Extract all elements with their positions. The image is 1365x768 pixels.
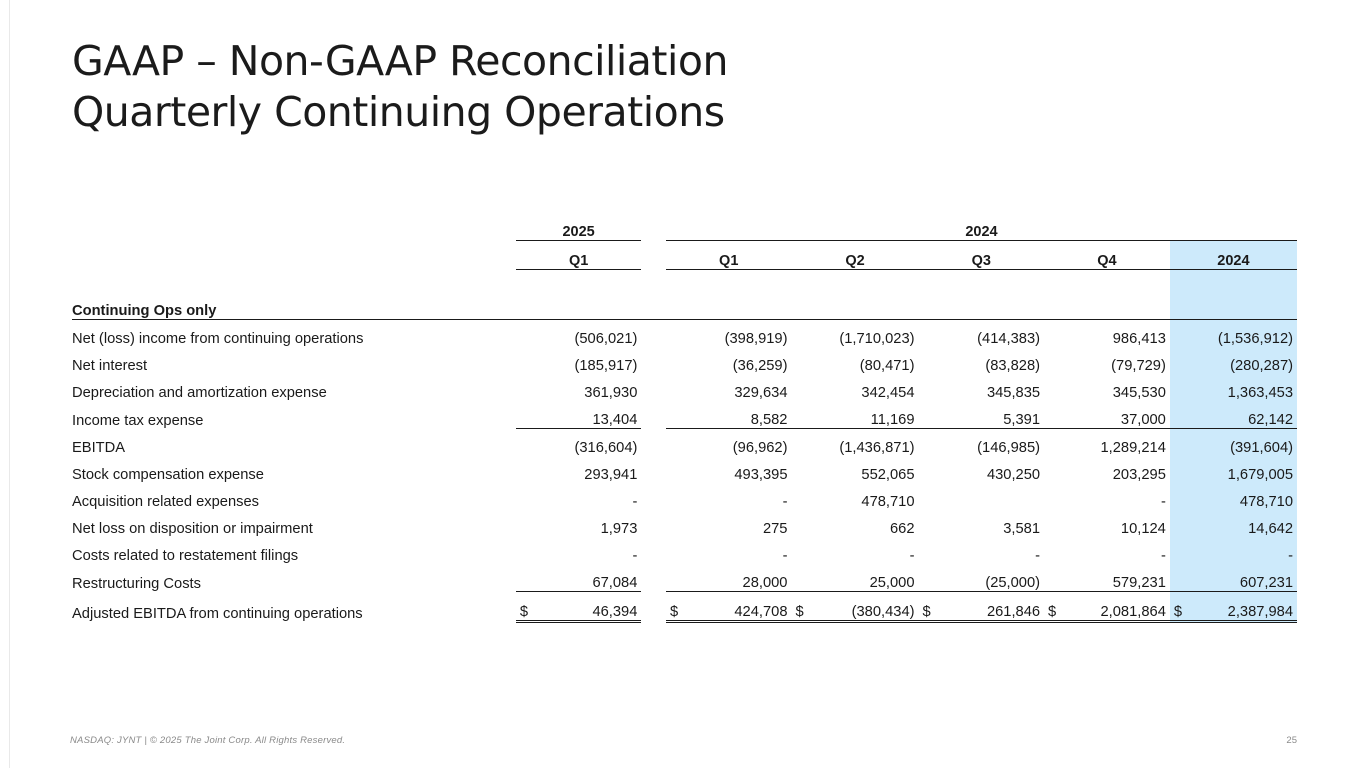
row-currency [516,347,535,374]
row-value-q3-2024: 345,835 [986,385,1041,401]
header-fy-2024: 2024 [1170,241,1297,270]
row-value-q1-2025: 293,941 [584,467,638,483]
row-value-q1-2024: 493,395 [734,467,788,483]
row-gap [641,483,666,510]
row-currency [1170,320,1189,348]
row-currency [919,429,938,457]
section-cell [516,292,642,320]
row-currency [791,456,810,483]
row-currency [666,320,685,348]
row-value-fy-2024: (1,536,912) [1189,320,1297,348]
row-currency [1170,456,1189,483]
row-value-q3-2024: 3,581 [1003,521,1041,537]
row-value-q2-2024: 662 [889,521,915,537]
section-label: Continuing Ops only [72,303,217,319]
row-currency [666,483,685,510]
table-spacer-row [72,270,1297,293]
row-value-fy-2024: 1,679,005 [1189,456,1297,483]
row-value-q1-2024: 329,634 [734,385,788,401]
row-value-q3-2024: (146,985) [977,440,1041,456]
row-currency [516,429,535,457]
row-currency [919,564,938,592]
total-value-q3-2024: 261,846 [938,592,1045,622]
row-currency [791,564,810,592]
row-value-q2-2024: (1,436,871) [839,440,915,456]
section-cell-highlight [1170,292,1297,320]
row-currency [1044,374,1063,401]
row-value-fy-2024: (280,287) [1189,347,1297,374]
row-value-q1-2024: - [782,548,788,564]
row-currency [919,347,938,374]
row-value-q2-2024: 342,454 [861,385,915,401]
row-currency [666,429,685,457]
header-q4-2024: Q4 [1044,241,1170,270]
row-gap [641,537,666,564]
row-value-q4-2024: (79,729) [1111,358,1166,374]
row-value-q1-2025: (185,917) [574,358,638,374]
row-currency [1170,537,1189,564]
table-row [72,347,1297,374]
row-label: Net loss on disposition or impairment [72,521,313,537]
row-value-q3-2024: (414,383) [938,320,1045,348]
row-value-q3-2024: 430,250 [986,467,1041,483]
total-value-q2-2024: (380,434) [811,592,919,622]
row-gap [641,320,666,348]
section-cell [666,292,792,320]
row-currency [666,456,685,483]
row-value-q4-2024: 203,295 [1112,467,1166,483]
table-row [72,456,1297,483]
row-currency [791,347,810,374]
row-value-q4-2024: 345,530 [1112,385,1166,401]
row-currency [791,401,810,429]
row-currency [666,537,685,564]
row-value-fy-2024: (391,604) [1189,429,1297,457]
row-value-q3-2024 [938,483,1045,510]
section-cell [919,292,1045,320]
reconciliation-table [72,212,1297,623]
row-currency [666,374,685,401]
row-value-q4-2024: 37,000 [1063,401,1170,429]
row-currency [1044,483,1063,510]
header-q1-2025: Q1 [516,241,642,270]
row-value-q3-2024: (25,000) [985,575,1041,591]
total-currency-q1-2024: $ [666,592,685,622]
row-value-q2-2024: (80,471) [859,358,915,374]
row-value-q1-2024: (36,259) [732,358,788,374]
row-value-q1-2025: - [632,548,638,564]
row-value-fy-2024: 1,363,453 [1189,374,1297,401]
row-value-q4-2024: 986,413 [1063,320,1170,348]
row-gap [641,429,666,457]
spacer-cell [1044,270,1170,293]
row-currency [516,456,535,483]
row-currency [1044,347,1063,374]
title-line-2: Quarterly Continuing Operations [72,88,725,136]
row-currency [1044,510,1063,537]
row-gap [641,510,666,537]
row-currency [516,510,535,537]
title-line-1: GAAP – Non-GAAP Reconciliation [72,37,728,85]
row-label: Costs related to restatement filings [72,548,299,564]
row-label: Net interest [72,358,148,374]
row-currency [1170,429,1189,457]
row-value-fy-2024: 478,710 [1189,483,1297,510]
row-currency [1170,401,1189,429]
row-currency [791,374,810,401]
page-title [72,36,1172,138]
row-currency [516,483,535,510]
row-currency [1170,510,1189,537]
spacer-cell-highlight [1170,270,1297,293]
row-value-fy-2024: 607,231 [1189,564,1297,592]
row-currency [919,401,938,429]
row-value-q4-2024: 10,124 [1120,521,1166,537]
row-currency [791,429,810,457]
row-value-q1-2024: (96,962) [732,440,788,456]
total-value-q1-2025: 46,394 [535,592,642,622]
row-label: Restructuring Costs [72,575,201,592]
row-value-fy-2024: 14,642 [1189,510,1297,537]
row-currency [791,510,810,537]
header-blank [72,241,516,270]
row-value-q1-2025: 361,930 [584,385,638,401]
page-number: 25 [1286,735,1297,746]
row-currency [666,347,685,374]
row-value-q1-2024: (398,919) [685,320,792,348]
row-gap [641,374,666,401]
table-section-row [72,292,1297,320]
row-value-q2-2024: - [909,548,915,564]
header-q2-2024: Q2 [791,241,918,270]
row-currency [919,537,938,564]
row-value-q1-2025: - [632,494,638,510]
row-value-q4-2024: 1,289,214 [1100,440,1166,456]
row-currency [919,483,938,510]
row-value-q4-2024: - [1160,548,1166,564]
row-label: Income tax expense [72,412,204,429]
row-label: Acquisition related expenses [72,494,259,510]
header-q3-2024: Q3 [919,241,1045,270]
row-value-q1-2025: (316,604) [574,440,638,456]
row-gap [641,564,666,592]
total-label: Adjusted EBITDA from continuing operations [72,605,363,622]
row-value-fy-2024: - [1189,537,1297,564]
row-label: Stock compensation expense [72,467,264,483]
table-row [72,537,1297,564]
row-value-q1-2024: 28,000 [742,575,788,591]
row-currency [1170,347,1189,374]
spacer-gap [641,270,666,293]
row-currency [1170,483,1189,510]
row-currency [919,456,938,483]
total-currency-q3-2024: $ [919,592,938,622]
row-currency [919,320,938,348]
table-column-header-row [72,241,1297,270]
row-label: Depreciation and amortization expense [72,385,327,401]
table-total-row [72,592,1297,622]
row-currency [1044,537,1063,564]
row-value-q1-2025: 13,404 [535,401,642,429]
row-currency [1044,456,1063,483]
table-row [72,483,1297,510]
row-currency [516,537,535,564]
row-currency [1044,564,1063,592]
section-cell [1044,292,1170,320]
spacer-label [72,270,516,293]
total-value-q1-2024: 424,708 [685,592,792,622]
row-currency [1044,429,1063,457]
row-currency [791,537,810,564]
spacer-cell [516,270,642,293]
row-currency [1170,374,1189,401]
footer-legal: NASDAQ: JYNT | © 2025 The Joint Corp. All Rights Reserved. [70,735,346,746]
row-value-q2-2024: 25,000 [869,575,915,591]
row-value-q1-2024: - [782,494,788,510]
spacer-cell [666,270,792,293]
row-value-q2-2024: 552,065 [861,467,915,483]
row-gap [641,456,666,483]
row-label: Net (loss) income from continuing operations [72,320,516,348]
total-currency-q4-2024: $ [1044,592,1063,622]
header-q1-2024: Q1 [666,241,792,270]
row-gap [641,347,666,374]
total-currency-fy-2024: $ [1170,592,1189,622]
row-currency [516,320,535,348]
row-currency [666,564,685,592]
column-gap [641,212,666,241]
table-row [72,320,1297,348]
year-header-2025: 2025 [516,212,642,241]
total-gap [641,592,666,622]
row-value-q2-2024: (1,710,023) [811,320,919,348]
row-value-q1-2025: (506,021) [535,320,642,348]
row-currency [516,564,535,592]
row-currency [919,374,938,401]
slide-left-edge [0,0,10,768]
row-currency [666,510,685,537]
section-cell [791,292,918,320]
table-year-header-row [72,212,1297,241]
table-row [72,564,1297,592]
row-value-q1-2025: 1,973 [600,521,638,537]
table-row [72,374,1297,401]
row-currency [1044,320,1063,348]
row-value-q1-2025: 67,084 [592,575,638,591]
row-value-q3-2024: - [1035,548,1041,564]
year-header-2024: 2024 [666,212,1297,241]
row-currency [1170,564,1189,592]
table-row [72,510,1297,537]
total-value-q4-2024: 2,081,864 [1063,592,1170,622]
column-gap [641,241,666,270]
row-currency [791,320,810,348]
row-value-q4-2024: 579,231 [1112,575,1166,591]
row-label: EBITDA [72,440,126,456]
row-currency [516,401,535,429]
total-currency-q1-2025: $ [516,592,535,622]
table-row [72,429,1297,457]
row-value-q2-2024: 11,169 [811,401,919,429]
empty-cell [72,212,516,241]
row-value-q4-2024: - [1160,494,1166,510]
row-value-q2-2024: 478,710 [861,494,915,510]
row-currency [666,401,685,429]
row-value-q1-2024: 275 [762,521,788,537]
section-gap [641,292,666,320]
row-currency [919,510,938,537]
total-currency-q2-2024: $ [791,592,810,622]
row-value-q1-2024: 8,582 [685,401,792,429]
row-currency [516,374,535,401]
row-value-q3-2024: (83,828) [985,358,1041,374]
row-currency [791,483,810,510]
row-currency [1044,401,1063,429]
row-value-q3-2024: 5,391 [938,401,1045,429]
row-value-fy-2024: 62,142 [1189,401,1297,429]
financial-table [72,212,1297,623]
spacer-cell [919,270,1045,293]
table-row [72,401,1297,429]
row-gap [641,401,666,429]
spacer-cell [791,270,918,293]
total-value-fy-2024: 2,387,984 [1189,592,1297,622]
